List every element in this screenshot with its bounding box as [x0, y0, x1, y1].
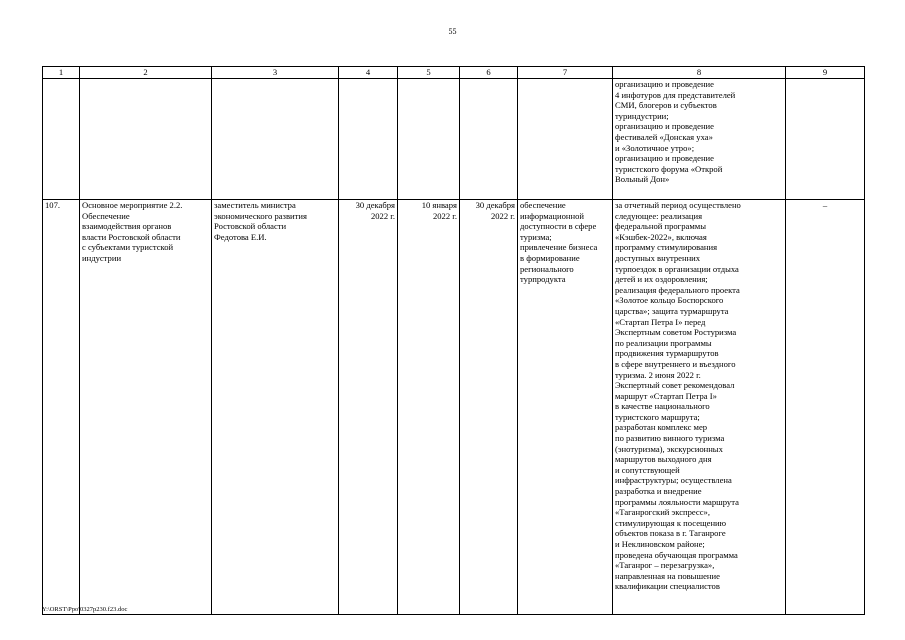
cell-actual-start: 10 января 2022 г. [398, 200, 460, 615]
cell-empty [339, 79, 398, 200]
column-number: 9 [786, 67, 865, 79]
cell-empty [212, 79, 339, 200]
cell-empty [460, 79, 518, 200]
cell-row-number: 107. [43, 200, 80, 615]
cell-notes: – [786, 200, 865, 615]
cell-actual-end: 30 декабря 2022 г. [460, 200, 518, 615]
column-number-header [43, 67, 865, 79]
cell-actual-result-continued: организацию и проведение 4 инфотуров для представителей СМИ, блогеров и субъектов туриндустрии; организацию и проведение фестивалей «Донская уха» и «Золотичное утро»; организацию и проведение туристского форума «Открой Вольный Дон» [613, 79, 786, 200]
cell-empty [786, 79, 865, 200]
cell-planned-end: 30 декабря 2022 г. [339, 200, 398, 615]
cell-empty [43, 79, 80, 200]
cell-empty [398, 79, 460, 200]
cell-expected-result: обеспечение информационной доступности в сфере туризма; привлечение бизнеса в формирование регионального турпродукта [518, 200, 613, 615]
column-number: 1 [43, 67, 80, 79]
page-number: 55 [448, 27, 457, 36]
column-number: 2 [80, 67, 212, 79]
footer-file-path: Y:\ORST\Ppo\0327p230.f23.doc [42, 606, 128, 613]
column-number: 8 [613, 67, 786, 79]
cell-empty [80, 79, 212, 200]
cell-responsible: заместитель министра экономического развития Ростовской области Федотова Е.И. [212, 200, 339, 615]
column-number: 5 [398, 67, 460, 79]
table-row-continuation [43, 79, 865, 200]
column-number: 7 [518, 67, 613, 79]
report-table [42, 66, 865, 615]
cell-actual-result: за отчетный период осуществлено следующее: реализация федеральной программы «Кэшбек-2022», включая программу стимулирования доступных внутренних турпоездок в организации отдыха детей и их оздоровления; реализация федерального проекта «Золотое кольцо Боспорского царства»; защита турмаршрута «Стартап Петра I» перед Экспертным советом Ростуризма по реализации программы продвижения турмаршрутов в сфере внутреннего и въездного туризма. 2 июня 2022 г. Экспертный совет рекомендовал маршрут «Стартап Петра I» в качестве национального туристского маршрута; разработан комплекс мер по развитию винного туризма (энотуризма), экскурсионных маршрутов выходного дня и сопутствующей инфраструктуры; осуществлена разработка и внедрение программы лояльности маршрута «Таганрогский экспресс», стимулирующая к посещению объектов показа в г. Таганроге и Неклиновском районе; проведена обучающая программа «Таганрог – перезагрузка», направленная на повышение квалификации специалистов [613, 200, 786, 615]
cell-activity-name: Основное мероприятие 2.2. Обеспечение взаимодействия органов власти Ростовской области с субъектами туристской индустрии [80, 200, 212, 615]
table-row-107 [43, 200, 865, 615]
column-number: 3 [212, 67, 339, 79]
column-number: 6 [460, 67, 518, 79]
column-number: 4 [339, 67, 398, 79]
cell-empty [518, 79, 613, 200]
